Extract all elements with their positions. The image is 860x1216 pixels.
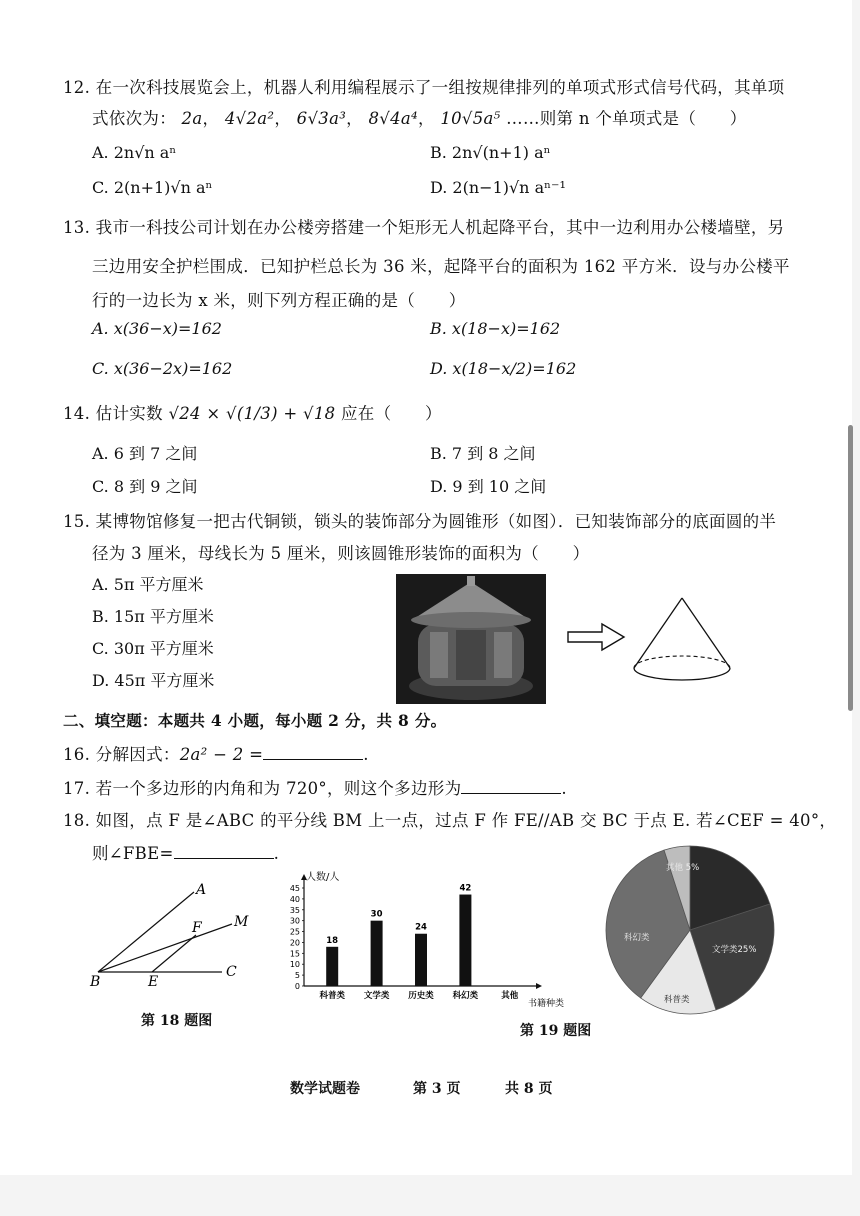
q15-option-b: B. 15π 平方厘米 <box>92 607 214 626</box>
q19-figure-caption: 第 19 题图 <box>520 1023 592 1039</box>
q13-line3: 行的一边长为 x 米，则下列方程正确的是（ ） <box>92 291 466 310</box>
bar-chart-category-label: 其他 <box>501 991 519 1001</box>
q12-term-5: 10√5a⁵ <box>440 109 501 128</box>
q14-option-a: A. 6 到 7 之间 <box>92 444 198 463</box>
bar-chart-bar <box>371 921 383 986</box>
q18-answer-blank[interactable] <box>174 844 274 859</box>
q15-line1: 15. 某博物馆修复一把古代铜锁，锁头的装饰部分为圆锥形（如图）．已知装饰部分的底面圆的半 <box>63 512 777 531</box>
pie-label-scifi: 科幻类 <box>624 933 650 943</box>
q16-expression: 2a² − 2 = <box>179 745 264 764</box>
q13-option-c: C. x(36−2x)=162 <box>92 359 233 378</box>
q14-expression: √24 × √(1/3) + √18 <box>168 404 336 423</box>
point-label-m: M <box>234 914 249 930</box>
bar-chart-y-tick-label: 20 <box>289 938 300 948</box>
bar-chart-data-label: 30 <box>370 909 383 920</box>
q19-bar-chart <box>280 866 580 1016</box>
point-label-a: A <box>196 882 207 898</box>
right-arrow-icon <box>566 622 626 652</box>
q12-term-1: 2a <box>181 109 203 128</box>
bar-chart-y-tick-label: 45 <box>289 884 300 893</box>
q13-line2: 三边用安全护栏围成．已知护栏总长为 36 米，起降平台的面积为 162 平方米．设与办公楼平 <box>92 257 790 276</box>
pie-label-other: 其他 5% <box>666 863 700 873</box>
bar-chart-y-axis-label: 人数/人 <box>306 872 340 883</box>
bar-chart-data-label: 18 <box>326 935 339 946</box>
bar-chart-y-tick-label: 15 <box>289 949 300 959</box>
bar-chart-x-arrow <box>536 983 542 989</box>
bar-chart-x-axis-label: 书籍种类 <box>528 999 565 1009</box>
bar-chart-data-label: 24 <box>415 922 427 933</box>
footer-total-pages: 共 8 页 <box>505 1081 553 1097</box>
angle-bisector-figure <box>82 880 252 995</box>
q17-suffix: . <box>561 779 567 798</box>
q16-answer-blank[interactable] <box>263 745 363 760</box>
bar-chart-category-label: 科普类 <box>319 991 345 1001</box>
q18-line2-prefix: 则∠FBE= <box>92 844 174 863</box>
q17-prefix: 17. 若一个多边形的内角和为 720°，则这个多边形为 <box>63 779 462 798</box>
q17-stem <box>63 775 567 799</box>
q16-prefix: 16. 分解因式： <box>63 745 180 764</box>
q15-option-a: A. 5π 平方厘米 <box>92 575 204 594</box>
point-label-e: E <box>148 974 159 990</box>
bar-chart-y-tick-label: 5 <box>294 971 300 981</box>
bar-chart-y-tick-label: 25 <box>289 927 300 937</box>
q12-term-3: 6√3a³ <box>296 109 347 128</box>
bar-chart-y-tick-label: 10 <box>289 960 300 970</box>
q18-line1: 18. 如图，点 F 是∠ABC 的平分线 BM 上一点，过点 F 作 FE//AB 交 BC 于点 E. 若∠CEF = 40°， <box>63 811 837 830</box>
bar-chart-category-label: 历史类 <box>408 991 434 1001</box>
cone-diagram <box>628 592 738 692</box>
q15-line2: 径为 3 厘米，母线长为 5 厘米，则该圆锥形装饰的面积为（ ） <box>92 544 590 563</box>
q12-term-4: 8√4a⁴ <box>368 109 418 128</box>
q13-option-a: A. x(36−x)=162 <box>92 319 222 338</box>
bar-chart-bar <box>415 934 427 986</box>
q18-line2 <box>92 840 279 864</box>
q14-stem <box>63 400 442 424</box>
point-label-f: F <box>192 920 202 936</box>
footer-page-number: 第 3 页 <box>413 1081 461 1097</box>
bar-chart-category-label: 科幻类 <box>452 991 479 1001</box>
pie-label-literature: 文学类25% <box>712 945 757 955</box>
bar-chart-y-tick-label: 35 <box>289 905 300 915</box>
q16-stem <box>63 741 369 765</box>
q17-answer-blank[interactable] <box>461 779 561 794</box>
bar-chart-marks <box>290 874 542 1001</box>
footer-title: 数学试题卷 <box>290 1081 360 1097</box>
bar-chart-y-tick-label: 0 <box>294 982 300 991</box>
q12-option-d: D. 2(n−1)√n aⁿ⁻¹ <box>430 178 566 197</box>
q15-option-d: D. 45π 平方厘米 <box>92 671 215 690</box>
q12-line2-prefix: 式依次为： <box>92 109 176 128</box>
q12-line2-suffix: ……则第 n 个单项式是（ ） <box>506 109 747 128</box>
q14-prefix: 14. 估计实数 <box>63 404 169 423</box>
q12-option-b: B. 2n√(n+1) aⁿ <box>430 143 551 162</box>
bar-chart-category-label: 文学类 <box>363 991 390 1001</box>
q16-suffix: . <box>363 745 369 764</box>
pie-label-science: 科普类 <box>664 995 690 1005</box>
q13-line1: 13. 我市一科技公司计划在办公楼旁搭建一个矩形无人机起降平台，其中一边利用办公楼墙壁，另 <box>63 218 785 237</box>
q14-option-c: C. 8 到 9 之间 <box>92 477 198 496</box>
q18-line2-suffix: . <box>273 844 280 863</box>
q12-option-c: C. 2(n+1)√n aⁿ <box>92 178 213 197</box>
bar-chart-data-label: 42 <box>459 883 472 894</box>
q12-option-a: A. 2n√n aⁿ <box>92 143 177 162</box>
q14-suffix: 应在（ ） <box>335 404 442 423</box>
q19-pie-chart <box>600 840 780 1020</box>
q14-option-b: B. 7 到 8 之间 <box>430 444 536 463</box>
q12-line2: 式依次为： 2a， 4√2a²， 6√3a³， 8√4a⁴， 10√5a⁵ ……则第 n 个单项式是（ ） <box>92 109 747 128</box>
bar-chart-bar <box>326 947 338 986</box>
point-label-c: C <box>226 964 237 980</box>
q13-option-d: D. x(18−x/2)=162 <box>430 359 577 378</box>
bronze-lock-photo <box>396 574 546 704</box>
section-2-heading: 二、填空题：本题共 4 小题，每小题 2 分，共 8 分。 <box>63 711 447 730</box>
q15-option-c: C. 30π 平方厘米 <box>92 639 214 658</box>
q12-term-2: 4√2a² <box>224 109 275 128</box>
q13-option-b: B. x(18−x)=162 <box>430 319 561 338</box>
q18-figure-caption: 第 18 题图 <box>141 1013 213 1029</box>
bar-chart-y-tick-label: 40 <box>289 894 300 904</box>
point-label-b: B <box>90 974 101 990</box>
bar-chart-bar <box>459 895 471 986</box>
q14-option-d: D. 9 到 10 之间 <box>430 477 547 496</box>
q12-line1: 12. 在一次科技展览会上，机器人利用编程展示了一组按规律排列的单项式形式信号代码，其单项 <box>63 78 785 97</box>
bar-chart-y-tick-label: 30 <box>289 916 300 926</box>
vertical-scrollbar[interactable] <box>848 425 853 711</box>
